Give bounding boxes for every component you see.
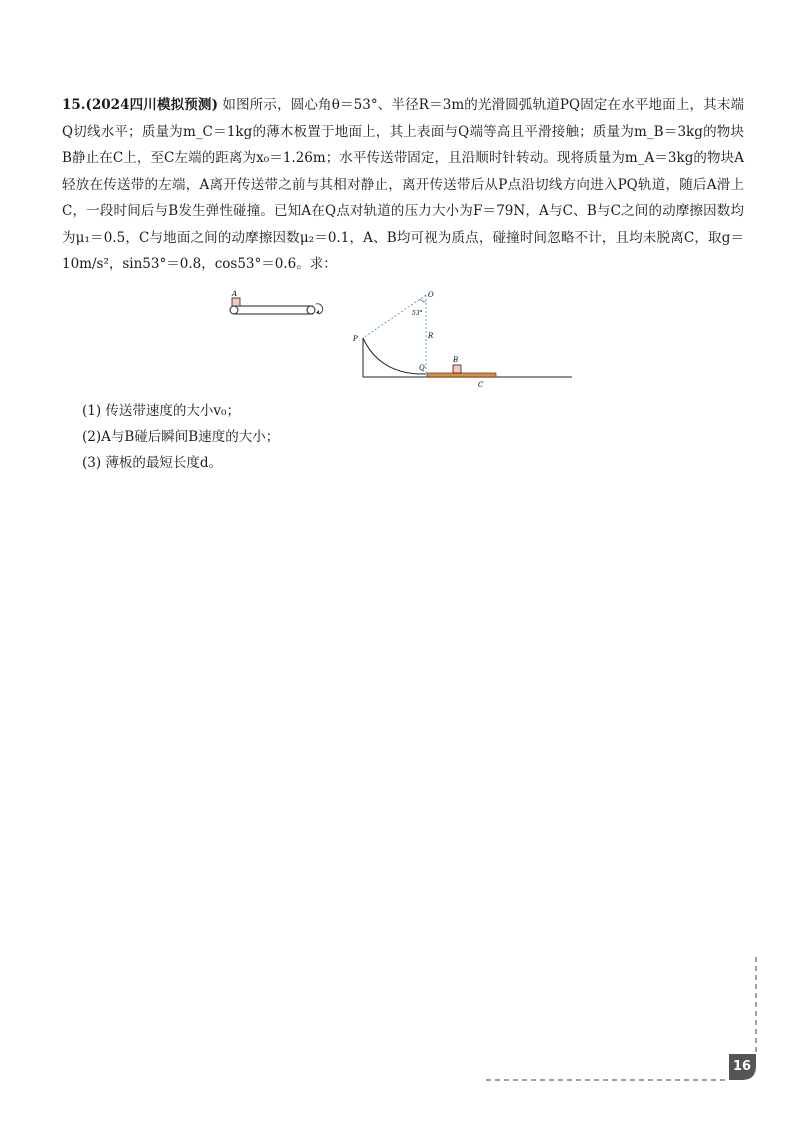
label-o: O [428,291,434,299]
problem-text: 如图所示，圆心角θ＝53°、半径R＝3m的光滑圆弧轨道PQ固定在水平地面上，其末端Q切线水平；质量为m_C＝1kg的薄木板置于地面上，其上表面与Q端等高且平滑接触；质量为m_B＝3kg的物块B静止在C上，至C左端的距离为x₀＝1.26m；水平传送带固定，且沿顺时针转动。现将质量为m_A＝3kg的物块A轻放在传送带的左端，A离开传送带之前与其相对静止，离开传送带后从P点沿切线方向进入PQ轨道，随后A滑上C，一段时间后与B发生弹性碰撞。已知A在Q点对轨道的压力大小为F＝79N，A与C、B与C之间的动摩擦因数均为μ₁＝0.5，C与地面之间的动摩擦因数μ₂＝0.1，A、B均可视为质点，碰撞时间忽略不计，且均未脱离C，取g＝10m/s²，sin53°＝0.8，cos53°＝0.6。求： [62,97,744,272]
question-item: (2)A与B碰后瞬间B速度的大小； [82,429,280,445]
question-item: (3) 薄板的最短长度d。 [82,455,223,471]
label-a: A [232,290,238,298]
page-number: 16 [732,1059,752,1074]
problem-source: (2024四川模拟预测) [85,97,218,113]
problem-number: 15. [62,97,86,113]
label-c: C [478,381,484,389]
label-p: P [353,335,358,343]
label-b: B [453,356,459,364]
label-q: Q [419,364,425,372]
label-r: R [428,332,434,340]
label-angle: 53° [412,310,423,317]
question-item: (1) 传送带速度的大小v₀； [82,403,240,419]
